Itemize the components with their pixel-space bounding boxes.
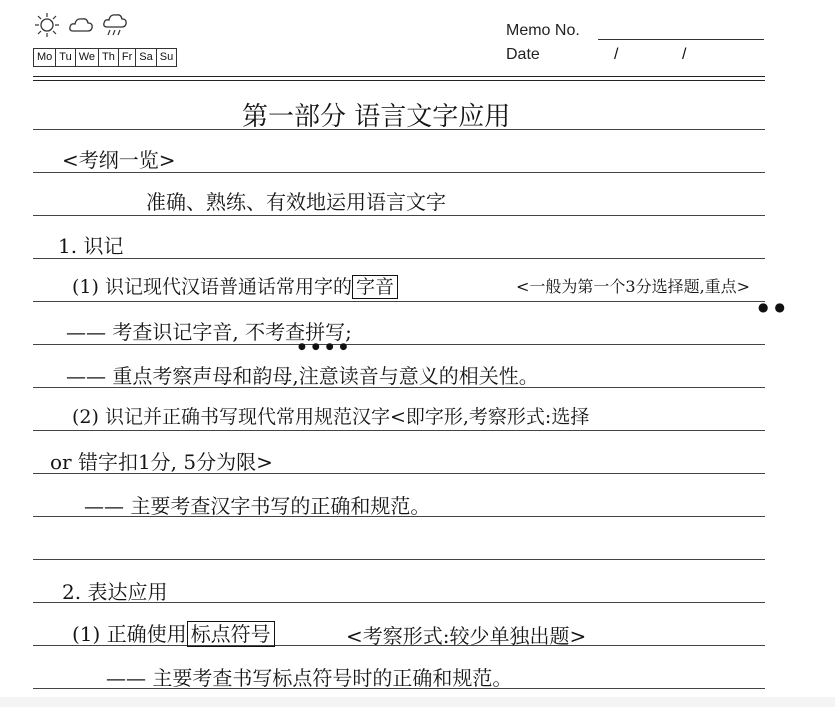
date-separator: / bbox=[682, 46, 687, 63]
weekday-tu[interactable]: Tu bbox=[55, 48, 75, 67]
emphasis-dots: ●●●● bbox=[298, 342, 354, 352]
ruled-line bbox=[33, 430, 765, 431]
note-outline: <考纲一览> bbox=[62, 148, 176, 172]
highlight-box-zi-yin: 字音 bbox=[352, 275, 398, 299]
ruled-line bbox=[33, 559, 765, 560]
section2-item1 bbox=[72, 618, 275, 647]
emphasis-dots: ●● bbox=[758, 300, 791, 314]
section1-item1-note: <一般为第一个3分选择题,重点> bbox=[516, 277, 751, 296]
section1-item1-point1: —— 考查识记字音, 不考查拼写; bbox=[66, 320, 352, 344]
header-divider bbox=[33, 80, 765, 81]
rain-icon bbox=[102, 12, 128, 38]
section1-item2: (2) 识记并正确书写现代常用规范汉字<即字形,考察形式:选择 bbox=[72, 406, 590, 428]
cloud-icon bbox=[68, 12, 94, 38]
weekday-fr[interactable]: Fr bbox=[118, 48, 136, 67]
section2-item1-point1: —— 主要考查书写标点符号时的正确和规范。 bbox=[106, 666, 513, 690]
section1-item2-point1: —— 主要考查汉字书写的正确和规范。 bbox=[84, 494, 431, 518]
weekday-mo[interactable]: Mo bbox=[33, 48, 56, 67]
note-title: 第一部分 语言文字应用 bbox=[242, 102, 511, 132]
page-bottom-edge bbox=[0, 697, 835, 707]
sun-icon bbox=[34, 12, 60, 38]
section2-heading: 2. 表达应用 bbox=[62, 580, 168, 604]
ruled-line bbox=[33, 215, 765, 216]
weekday-sa[interactable]: Sa bbox=[135, 48, 156, 67]
memo-number-label: Memo No. bbox=[506, 22, 580, 39]
memo-number-field[interactable] bbox=[598, 39, 764, 40]
date-label: Date bbox=[506, 46, 540, 63]
weekday-we[interactable]: We bbox=[75, 48, 99, 67]
section2-item1-text: (1) 正确使用 bbox=[72, 622, 187, 646]
section1-item1-point2: —— 重点考察声母和韵母,注意读音与意义的相关性。 bbox=[66, 364, 539, 388]
ruled-line bbox=[33, 301, 765, 302]
section1-heading: 1. 识记 bbox=[58, 234, 124, 258]
date-separator: / bbox=[614, 46, 619, 63]
section1-item2-cont: or 错字扣1分, 5分为限> bbox=[50, 450, 273, 474]
highlight-box-punctuation: 标点符号 bbox=[187, 621, 275, 647]
weekday-su[interactable]: Su bbox=[156, 48, 177, 67]
weather-icons bbox=[34, 12, 128, 38]
section1-item1 bbox=[72, 272, 398, 299]
header-divider bbox=[33, 76, 765, 77]
weekday-th[interactable]: Th bbox=[98, 48, 119, 67]
note-requirement: 准确、熟练、有效地运用语言文字 bbox=[146, 190, 446, 214]
section1-item1-text: (1) 识记现代汉语普通话常用字的 bbox=[72, 276, 352, 298]
weekday-selector bbox=[33, 48, 176, 67]
ruled-line bbox=[33, 258, 765, 259]
section2-item1-note: <考察形式:较少单独出题> bbox=[346, 624, 587, 648]
